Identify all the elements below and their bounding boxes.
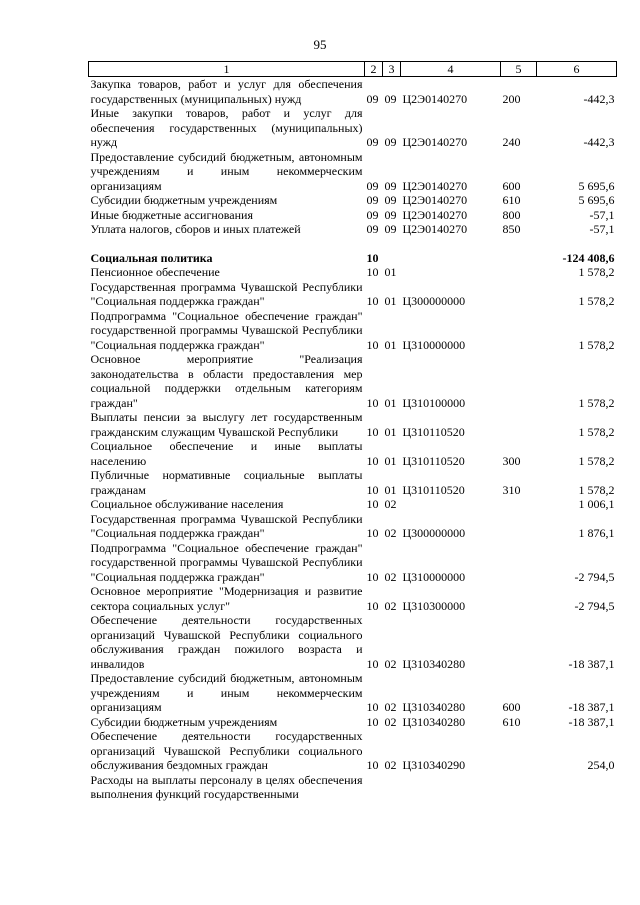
table-row bbox=[89, 671, 617, 715]
row-target-article bbox=[401, 265, 501, 280]
row-target-article: Ц310000000 bbox=[402, 337, 466, 352]
row-subsection: 01 bbox=[384, 337, 397, 352]
table-row bbox=[89, 468, 617, 497]
header-cell: 5 bbox=[501, 62, 537, 77]
spacer-row bbox=[89, 237, 617, 251]
row-target-article: Ц310110520 bbox=[402, 453, 465, 468]
row-target-article bbox=[401, 497, 501, 512]
row-name: Иные бюджетные ассигнования bbox=[90, 207, 253, 222]
row-target-article: Ц310340280 bbox=[402, 656, 466, 671]
row-expense-type: 200 bbox=[502, 91, 521, 106]
row-name: Субсидии бюджетным учреждениям bbox=[90, 193, 278, 207]
table-row bbox=[89, 309, 617, 353]
row-target-article bbox=[401, 251, 501, 266]
row-section: 10 bbox=[366, 294, 379, 308]
row-subsection: 02 bbox=[384, 700, 397, 714]
row-amount: 1 578,2 bbox=[578, 395, 615, 410]
row-name: Публичные нормативные социальные выплаты гражданам bbox=[90, 468, 363, 497]
row-section: 10 bbox=[366, 337, 379, 352]
table-body bbox=[89, 77, 617, 802]
table-row bbox=[89, 541, 617, 585]
row-expense-type: 600 bbox=[502, 700, 521, 714]
table-row bbox=[89, 729, 617, 773]
table-row bbox=[89, 773, 617, 802]
row-target-article: Ц310340290 bbox=[402, 758, 466, 772]
row-target-article: Ц2Э0140270 bbox=[402, 193, 468, 207]
table-row bbox=[89, 208, 617, 223]
row-section: 10 bbox=[366, 700, 379, 714]
row-amount: -18 387,1 bbox=[568, 700, 615, 714]
row-section: 09 bbox=[366, 91, 379, 106]
row-target-article: Ц2Э0140270 bbox=[402, 135, 468, 149]
row-subsection: 01 bbox=[384, 265, 397, 279]
table-row bbox=[89, 584, 617, 613]
table-row bbox=[89, 106, 617, 150]
row-expense-type bbox=[501, 613, 537, 671]
row-expense-type bbox=[501, 265, 537, 280]
row-subsection: 01 bbox=[384, 482, 397, 497]
row-expense-type bbox=[501, 410, 537, 439]
table-header bbox=[89, 62, 617, 77]
row-expense-type: 850 bbox=[502, 222, 521, 236]
row-subsection: 02 bbox=[384, 714, 397, 729]
row-amount: 1 578,2 bbox=[578, 337, 615, 352]
row-name: Социальное обслуживание населения bbox=[90, 497, 284, 511]
row-subsection: 01 bbox=[384, 294, 397, 308]
row-expense-type: 610 bbox=[502, 714, 521, 729]
table-row bbox=[89, 222, 617, 237]
row-target-article: Ц310100000 bbox=[402, 395, 466, 410]
row-section: 10 bbox=[366, 598, 379, 613]
row-subsection bbox=[383, 251, 401, 266]
row-expense-type: 310 bbox=[502, 482, 521, 497]
table-row bbox=[89, 251, 617, 266]
row-expense-type bbox=[501, 497, 537, 512]
row-name: Уплата налогов, сборов и иных платежей bbox=[90, 222, 301, 236]
row-subsection: 02 bbox=[384, 758, 397, 772]
page-number: 95 bbox=[313, 37, 327, 52]
header-cell: 3 bbox=[383, 62, 401, 77]
row-name: Основное мероприятие "Реализация законодательства в области предоставления мер социальной поддержки отдельным категориям граждан" bbox=[90, 352, 363, 410]
row-subsection: 09 bbox=[384, 135, 397, 149]
row-target-article: Ц310110520 bbox=[402, 482, 465, 497]
row-section: 10 bbox=[366, 497, 379, 511]
header-cell: 1 bbox=[89, 62, 365, 77]
spacer-cell bbox=[89, 237, 617, 251]
row-subsection bbox=[383, 773, 401, 802]
row-expense-type bbox=[501, 352, 537, 410]
row-amount: -2 794,5 bbox=[574, 569, 615, 584]
row-amount bbox=[537, 773, 617, 802]
row-subsection: 02 bbox=[384, 656, 397, 671]
row-amount: -57,1 bbox=[589, 207, 615, 222]
row-name: Выплаты пенсии за выслугу лет государственным гражданским служащим Чувашской Республики bbox=[90, 410, 363, 439]
row-target-article: Ц310340280 bbox=[402, 700, 466, 714]
table-row bbox=[89, 280, 617, 309]
row-subsection: 09 bbox=[384, 193, 397, 207]
table-row bbox=[89, 150, 617, 194]
row-amount: 1 578,2 bbox=[578, 424, 615, 439]
row-section: 10 bbox=[366, 526, 379, 540]
row-amount: -2 794,5 bbox=[574, 598, 615, 613]
row-subsection: 09 bbox=[384, 91, 397, 106]
row-subsection: 02 bbox=[384, 598, 397, 613]
row-amount: 254,0 bbox=[587, 758, 615, 772]
row-amount: 1 578,2 bbox=[578, 453, 615, 468]
row-section: 10 bbox=[366, 656, 379, 671]
row-name: Обеспечение деятельности государственных организаций Чувашской Республики социального обслуживания бездомных граждан bbox=[90, 729, 363, 772]
row-subsection: 09 bbox=[384, 207, 397, 222]
header-cell: 2 bbox=[365, 62, 383, 77]
row-section: 10 bbox=[366, 424, 379, 439]
row-section: 09 bbox=[366, 193, 379, 207]
row-section: 09 bbox=[366, 178, 379, 193]
row-name: Государственная программа Чувашской Республики "Социальная поддержка граждан" bbox=[90, 511, 363, 540]
row-amount: 1 006,1 bbox=[578, 497, 615, 511]
row-section: 10 bbox=[366, 453, 379, 468]
table-row bbox=[89, 497, 617, 512]
row-amount: 1 578,2 bbox=[578, 482, 615, 497]
row-amount: -442,3 bbox=[583, 135, 615, 149]
budget-table bbox=[88, 61, 617, 802]
row-expense-type: 600 bbox=[502, 178, 521, 193]
row-expense-type bbox=[501, 773, 537, 802]
row-expense-type bbox=[501, 729, 537, 773]
table-row bbox=[89, 410, 617, 439]
row-name: Государственная программа Чувашской Республики "Социальная поддержка граждан" bbox=[90, 279, 363, 308]
row-expense-type bbox=[501, 584, 537, 613]
row-section bbox=[365, 773, 383, 802]
row-expense-type bbox=[501, 541, 537, 585]
row-subsection: 01 bbox=[384, 453, 397, 468]
row-name: Предоставление субсидий бюджетным, автономным учреждениям и иным некоммерческим организациям bbox=[90, 671, 363, 714]
row-target-article: Ц2Э0140270 bbox=[402, 91, 468, 106]
row-expense-type: 610 bbox=[502, 193, 521, 207]
row-section: 10 bbox=[366, 395, 379, 410]
row-amount: -57,1 bbox=[589, 222, 615, 236]
row-target-article: Ц310340280 bbox=[402, 714, 466, 729]
row-subsection: 01 bbox=[384, 395, 397, 410]
row-name: Пенсионное обеспечение bbox=[90, 265, 220, 279]
row-name: Субсидии бюджетным учреждениям bbox=[90, 714, 278, 729]
row-subsection: 09 bbox=[384, 178, 397, 193]
row-section: 09 bbox=[366, 207, 379, 222]
row-amount: -18 387,1 bbox=[568, 714, 615, 729]
row-amount: 5 695,6 bbox=[578, 178, 615, 193]
row-name: Подпрограмма "Социальное обеспечение граждан" государственной программы Чувашской Республики "Социальная поддержка граждан" bbox=[90, 308, 363, 352]
table-row bbox=[89, 512, 617, 541]
row-expense-type: 800 bbox=[502, 207, 521, 222]
row-amount: 1 876,1 bbox=[578, 526, 615, 540]
table-row bbox=[89, 265, 617, 280]
row-name: Социальная политика bbox=[90, 250, 213, 265]
row-target-article: Ц300000000 bbox=[402, 294, 466, 308]
row-section: 09 bbox=[366, 135, 379, 149]
row-name: Обеспечение деятельности государственных организаций Чувашской Республики социального обслуживания граждан пожилого возраста и инвалидов bbox=[90, 613, 363, 671]
row-expense-type bbox=[501, 512, 537, 541]
row-section: 10 bbox=[366, 569, 379, 584]
row-amount: 1 578,2 bbox=[578, 265, 615, 279]
row-amount: -18 387,1 bbox=[568, 656, 615, 671]
row-expense-type: 300 bbox=[502, 453, 521, 468]
row-target-article: Ц310000000 bbox=[402, 569, 466, 584]
row-amount: -124 408,6 bbox=[562, 250, 615, 265]
table-row bbox=[89, 715, 617, 730]
row-name: Основное мероприятие "Модернизация и развитие сектора социальных услуг" bbox=[90, 584, 363, 613]
row-target-article bbox=[401, 773, 501, 802]
row-name: Закупка товаров, работ и услуг для обеспечения государственных (муниципальных) нужд bbox=[90, 77, 363, 106]
table-row bbox=[89, 193, 617, 208]
row-expense-type: 240 bbox=[502, 135, 521, 149]
row-subsection: 09 bbox=[384, 222, 397, 236]
row-amount: 1 578,2 bbox=[578, 294, 615, 308]
row-section: 09 bbox=[366, 222, 379, 236]
table-row bbox=[89, 439, 617, 468]
row-amount: 5 695,6 bbox=[578, 193, 615, 207]
row-target-article: Ц310110520 bbox=[402, 424, 465, 439]
row-name: Предоставление субсидий бюджетным, автономным учреждениям и иным некоммерческим организациям bbox=[90, 149, 363, 193]
row-expense-type bbox=[501, 309, 537, 353]
row-subsection: 02 bbox=[384, 526, 397, 540]
table-row bbox=[89, 77, 617, 107]
row-name: Подпрограмма "Социальное обеспечение граждан" государственной программы Чувашской Республики "Социальная поддержка граждан" bbox=[90, 540, 363, 584]
row-name: Иные закупки товаров, работ и услуг для обеспечения государственных (муниципальных) нужд bbox=[90, 106, 363, 149]
row-section: 10 bbox=[366, 250, 379, 265]
row-section: 10 bbox=[366, 482, 379, 497]
row-target-article: Ц300000000 bbox=[402, 526, 466, 540]
row-subsection: 01 bbox=[384, 424, 397, 439]
row-section: 10 bbox=[366, 714, 379, 729]
table-row bbox=[89, 613, 617, 671]
row-section: 10 bbox=[366, 265, 379, 279]
row-target-article: Ц2Э0140270 bbox=[402, 178, 468, 193]
header-cell: 6 bbox=[537, 62, 617, 77]
row-name: Расходы на выплаты персоналу в целях обеспечения выполнения функций государственными bbox=[90, 772, 363, 801]
row-section: 10 bbox=[366, 758, 379, 772]
row-target-article: Ц2Э0140270 bbox=[402, 207, 468, 222]
row-name: Социальное обеспечение и иные выплаты населению bbox=[90, 439, 363, 468]
row-target-article: Ц2Э0140270 bbox=[402, 222, 468, 236]
row-subsection: 02 bbox=[384, 569, 397, 584]
row-subsection: 02 bbox=[384, 497, 397, 511]
row-expense-type bbox=[501, 251, 537, 266]
row-amount: -442,3 bbox=[583, 91, 615, 106]
row-expense-type bbox=[501, 280, 537, 309]
row-target-article: Ц310300000 bbox=[402, 598, 466, 613]
header-cell: 4 bbox=[401, 62, 501, 77]
table-row bbox=[89, 352, 617, 410]
